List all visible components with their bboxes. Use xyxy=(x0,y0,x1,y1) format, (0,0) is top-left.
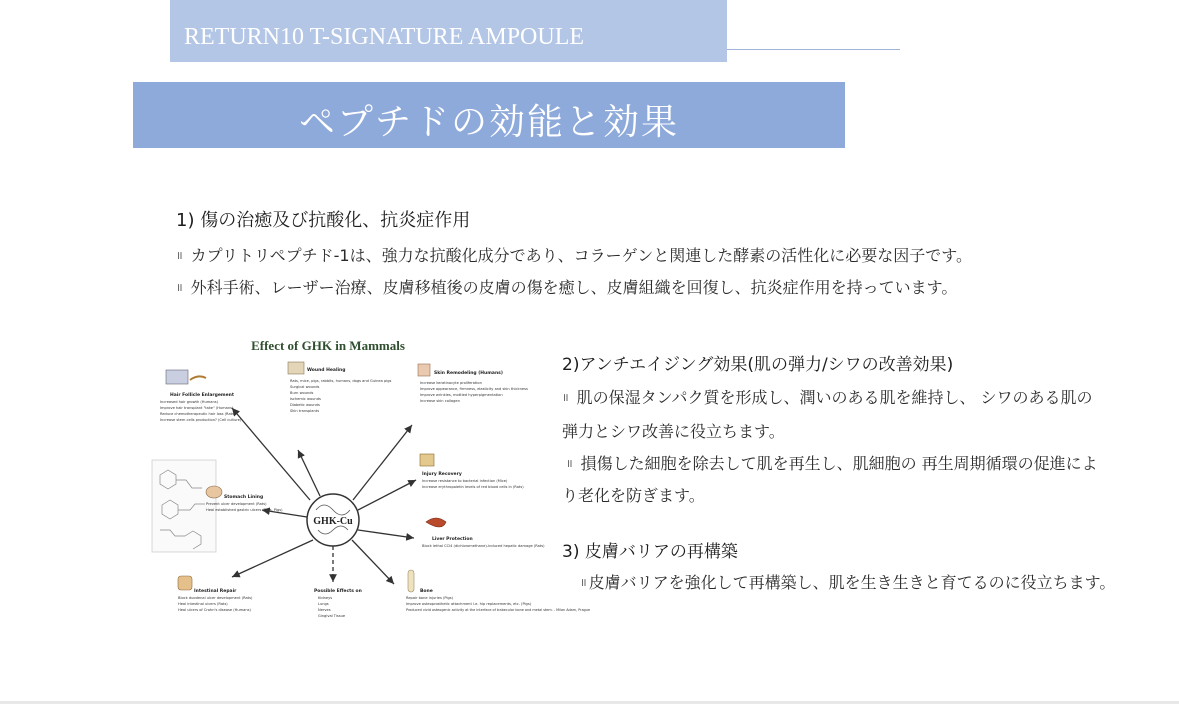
liver-icon xyxy=(426,518,446,527)
svg-text:Increase stem cells production: Increase stem cells production? (Cell culture) xyxy=(160,418,242,422)
svg-text:Stomach Lining: Stomach Lining xyxy=(224,495,264,500)
section1-bullet-2 xyxy=(176,275,957,298)
stomach-icon xyxy=(206,486,222,498)
section3-bullet-1 xyxy=(580,570,1179,593)
ghk-diagram-svg xyxy=(150,330,591,630)
svg-text:Improve wrinkles, mottled hype: Improve wrinkles, mottled hyperpigmentation xyxy=(420,393,503,397)
node-skin-remodeling xyxy=(418,364,528,403)
svg-text:Wound Healing: Wound Healing xyxy=(307,368,346,373)
mammal-icon xyxy=(288,362,304,374)
node-bone xyxy=(406,570,590,612)
svg-text:Liver Protection: Liver Protection xyxy=(432,537,473,542)
injury-icon xyxy=(420,454,434,466)
hair-icon xyxy=(166,370,188,384)
brand-banner-text: RETURN10 T-SIGNATURE AMPOULE xyxy=(184,24,585,50)
bullet-text: 損傷した細胞を除去して肌を再生し、肌細胞の 再生周期循環の促進によ xyxy=(580,454,1098,473)
svg-text:Rats, mice, pigs, rabbits, hum: Rats, mice, pigs, rabbits, humans, dogs and Guinea pigs xyxy=(290,379,392,383)
bullet-mark: ॥ xyxy=(562,391,569,404)
brand-banner xyxy=(170,0,727,62)
section2-heading: 2)アンチエイジング効果(肌の弾力/シワの改善効果) xyxy=(562,355,954,375)
bullet-text: カプリトリペプチド-1は、強力な抗酸化成分であり、コラーゲンと関連した酵素の活性化に必要な因子です。 xyxy=(190,246,972,265)
page-title: ペプチドの効能と効果 xyxy=(298,102,679,143)
svg-text:Injury Recovery: Injury Recovery xyxy=(422,472,462,477)
svg-text:Increase erythropoietin levels: Increase erythropoietin levels of red blood cells in (Rats) xyxy=(422,485,524,489)
section2-bullet-2-cont: り老化を防ぎます。 xyxy=(562,486,705,505)
svg-text:Gingival Tissue: Gingival Tissue xyxy=(318,614,346,618)
svg-text:Increase keratinocyte prolifer: Increase keratinocyte proliferation xyxy=(420,381,482,385)
bullet-text: 皮膚バリアを強化して再構築し、肌を生き生きと育てるのに役立ちます。 xyxy=(588,573,1116,592)
svg-text:Increase resistance to bacteri: Increase resistance to bacterial infection (Mice) xyxy=(422,479,508,483)
svg-text:Skin transplants: Skin transplants xyxy=(290,409,320,413)
skin-icon xyxy=(418,364,430,376)
svg-text:Improve appearance, firmness,: Improve appearance, firmness, elasticity and skin thickness xyxy=(420,387,528,391)
svg-text:Block lethal CCl4 (dichloromet: Block lethal CCl4 (dichloromethane)-induced hepatic damage (Rats) xyxy=(422,544,545,548)
intestine-icon xyxy=(178,576,192,590)
svg-text:Reduce chemotherapeutic hair l: Reduce chemotherapeutic hair loss (Rats) xyxy=(160,412,236,416)
section3-heading: 3) 皮膚バリアの再構築 xyxy=(562,542,738,562)
svg-text:Heal intestinal ulcers (Rats): Heal intestinal ulcers (Rats) xyxy=(178,602,228,606)
header-divider xyxy=(727,49,900,50)
node-liver-protection xyxy=(422,518,545,548)
svg-text:Heal established gastric ulcer: Heal established gastric ulcers (Rats, Pigs) xyxy=(206,508,283,512)
svg-text:Increase skin collagen: Increase skin collagen xyxy=(420,399,460,403)
section1-heading: 1) 傷の治癒及び抗酸化、抗炎症作用 xyxy=(176,210,471,231)
section1-bullet-1 xyxy=(176,243,972,266)
ghk-diagram xyxy=(150,330,591,630)
svg-text:Possible Effects on: Possible Effects on xyxy=(314,589,362,594)
svg-text:Kidneys: Kidneys xyxy=(318,596,333,600)
bullet-mark: ॥ xyxy=(566,457,573,470)
svg-text:Repair bone injuries (Pigs): Repair bone injuries (Pigs) xyxy=(406,596,454,600)
svg-text:Nerves: Nerves xyxy=(318,608,331,612)
node-injury-recovery xyxy=(420,454,524,489)
ghk-center-node xyxy=(307,494,359,546)
bullet-text: 外科手術、レーザー治療、皮膚移植後の皮膚の傷を癒し、皮膚組織を回復し、抗炎症作用を持っています。 xyxy=(190,278,958,297)
svg-text:Hair Follicle Enlargement: Hair Follicle Enlargement xyxy=(170,393,235,398)
node-possible-effects xyxy=(314,588,362,618)
svg-text:Improve hair transplant "take": Improve hair transplant "take" (Humans) xyxy=(160,406,234,410)
bullet-mark: ॥ xyxy=(176,249,183,262)
node-intestinal-repair xyxy=(178,576,253,612)
svg-text:Bone: Bone xyxy=(420,589,433,594)
node-wound-healing xyxy=(288,362,392,413)
bullet-mark: ॥ xyxy=(580,576,587,589)
section2-bullet-1-cont: 弾力とシワ改善に役立ちます。 xyxy=(562,422,785,441)
diagram-title: Effect of GHK in Mammals xyxy=(251,338,405,353)
bone-icon xyxy=(408,570,414,592)
svg-text:Skin Remodeling (Humans): Skin Remodeling (Humans) xyxy=(434,371,503,376)
svg-text:Produced vivid osteogenic acti: Produced vivid osteogenic activity at the interface of trabecular bone and metal stem. - Milan Adam, Prague xyxy=(406,608,591,612)
svg-text:Ischemic wounds: Ischemic wounds xyxy=(290,397,321,401)
svg-text:Increased hair growth (Humans): Increased hair growth (Humans) xyxy=(160,400,219,404)
section2-bullet-1 xyxy=(562,385,1093,408)
bullet-mark: ॥ xyxy=(176,281,183,294)
svg-text:Block duodenal ulcer developme: Block duodenal ulcer development (Rats) xyxy=(178,596,253,600)
svg-text:Heal ulcers of Crohn's disease: Heal ulcers of Crohn's disease (Humans) xyxy=(178,608,251,612)
ghk-center-label: GHK-Cu xyxy=(313,516,353,527)
svg-text:Burn wounds: Burn wounds xyxy=(290,391,314,395)
svg-text:Prevent ulcer development (Rat: Prevent ulcer development (Rats) xyxy=(206,502,267,506)
node-hair-follicle xyxy=(160,370,242,422)
molecule-structure-icon xyxy=(152,460,216,552)
bullet-text: 肌の保湿タンパク質を形成し、潤いのある肌を維持し、 シワのある肌の xyxy=(576,388,1093,407)
svg-text:Diabetic wounds: Diabetic wounds xyxy=(290,403,320,407)
svg-text:Intestinal Repair: Intestinal Repair xyxy=(194,589,237,594)
svg-text:Surgical wounds: Surgical wounds xyxy=(290,385,320,389)
node-stomach-lining xyxy=(206,486,283,512)
svg-text:Lungs: Lungs xyxy=(318,602,329,606)
svg-text:Improve osteoprosthetic attach: Improve osteoprosthetic attachment i.e. hip replacements, etc. (Pigs) xyxy=(406,602,532,606)
title-banner xyxy=(133,82,845,148)
section2-bullet-2 xyxy=(566,451,1179,474)
